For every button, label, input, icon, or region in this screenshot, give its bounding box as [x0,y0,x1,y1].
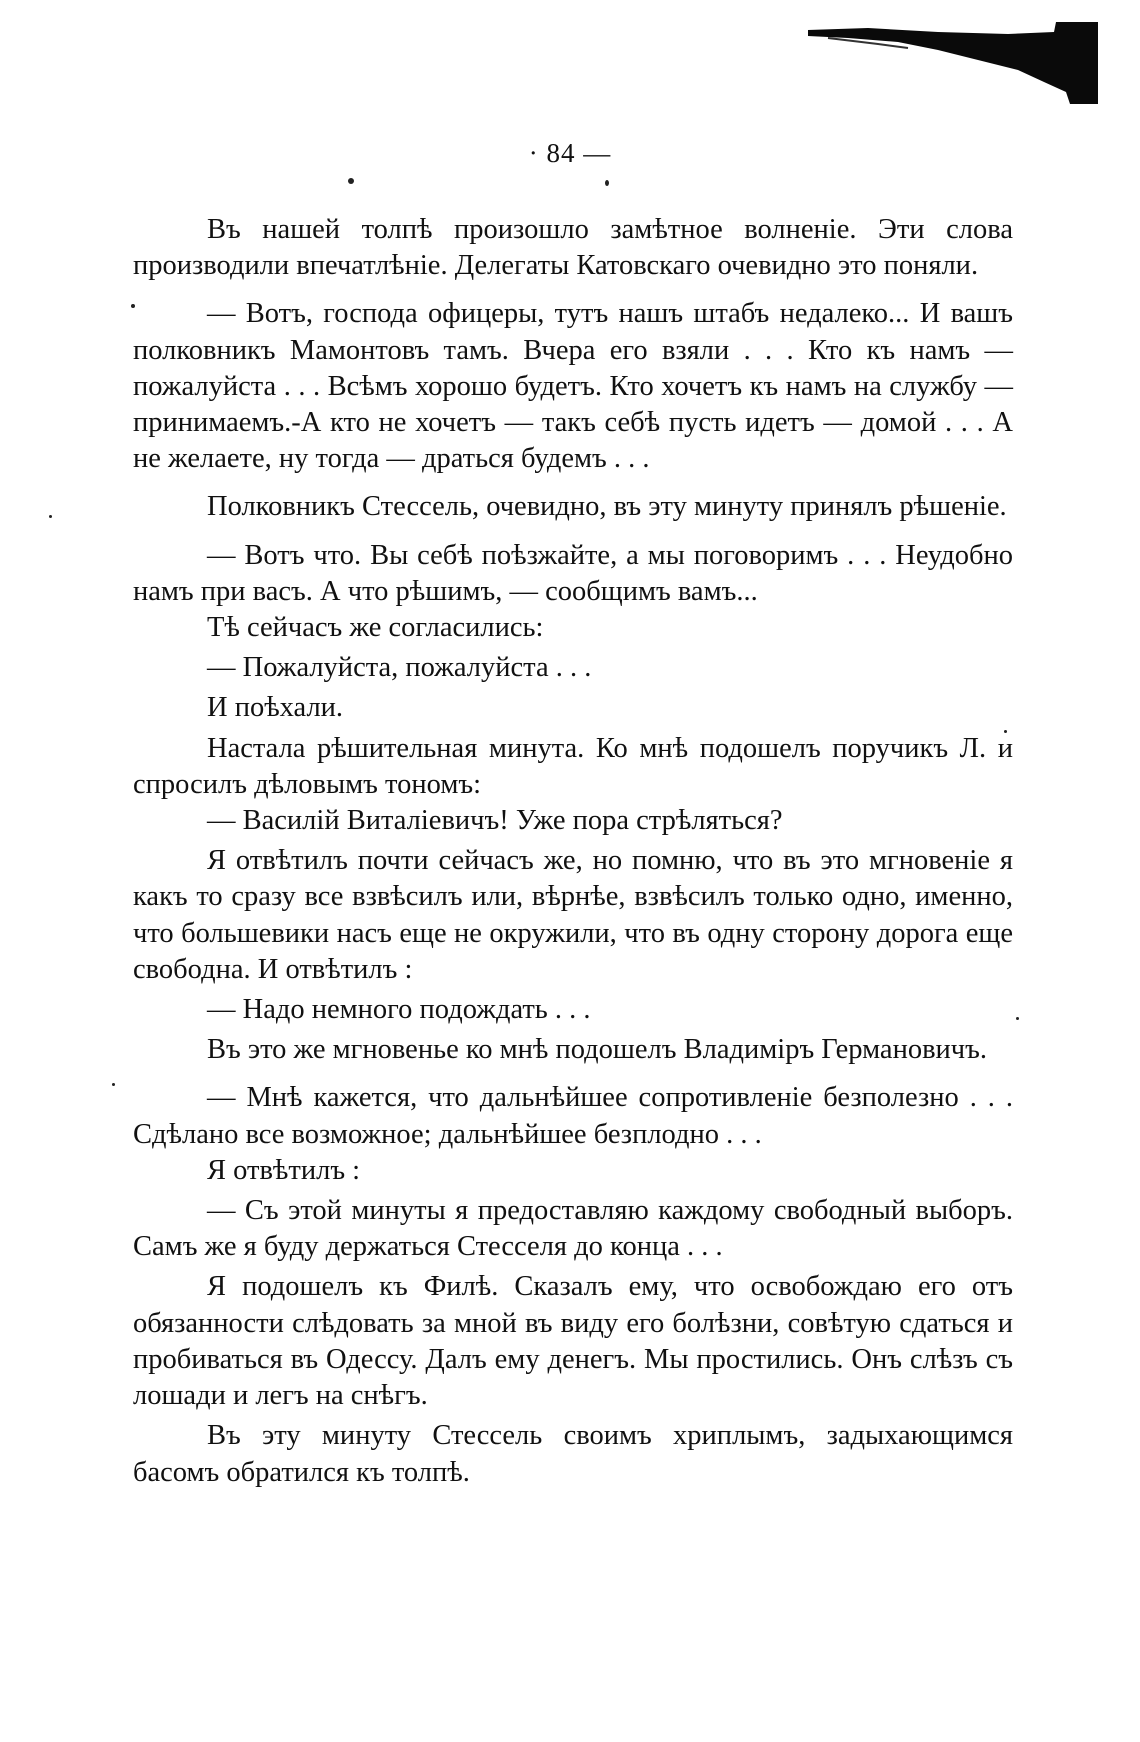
paragraph: Въ нашей толпѣ произошло замѣтное волненіе. Эти слова производили впечатлѣніе. Делегаты Катовскаго очевидно это поняли. [133,214,1013,282]
paragraph: — Мнѣ кажется, что дальнѣйшее сопротивленіе безполезно . . . Сдѣлано все возможное; дальнѣйшее безплодно . . . [133,1082,1013,1150]
paragraph: Полковникъ Стессель, очевидно, въ эту минуту принялъ рѣшеніе. [207,491,1007,523]
paragraph: Я подошелъ къ Филѣ. Сказалъ ему, что освобождаю его отъ обязанности слѣдовать за мной въ виду его болѣзни, совѣтую сдаться и пробиваться въ Одессу. Далъ ему денегъ. Мы простились. Онъ слѣзъ съ лошади и легъ на снѣгъ. [133,1271,1013,1412]
paragraph: Въ эту минуту Стессель своимъ хриплымъ, задыхающимся басомъ обратился къ толпѣ. [133,1420,1013,1488]
paragraph: Настала рѣшительная минута. Ко мнѣ подошелъ поручикъ Л. и спросилъ дѣловымъ тономъ: [133,732,1013,800]
page-number: · 84 — [528,138,612,168]
paragraph: — Съ этой минуты я предоставляю каждому свободный выборъ. Самъ же я буду держаться Стесселя до конца . . . [133,1195,1013,1263]
paragraph: Въ это же мгновенье ко мнѣ подошелъ Владиміръ Германовичъ. [207,1034,987,1066]
page-body-text [133,212,1013,1491]
paragraph: — Василій Виталіевичъ! Уже пора стрѣляться? [207,805,783,837]
paragraph: Я отвѣтилъ почти сейчасъ же, но помню, что въ это мгновеніе я какъ то сразу все взвѣсилъ или, вѣрнѣе, взвѣсилъ только одно, именно, что большевики насъ еще не окружили, что въ одну сторону дорога еще свободна. И отвѣтилъ : [133,845,1013,985]
paragraph: Я отвѣтилъ : [207,1154,361,1186]
paragraph: — Вотъ, господа офицеры, тутъ нашъ штабъ недалеко... И вашъ полковникъ Мамонтовъ тамъ. Вчера его взяли . . . Кто къ намъ — пожалуйста . . . Всѣмъ хорошо будетъ. Кто хочетъ къ намъ на службу — принимаемъ.-А кто не хочетъ — такъ себѣ пусть идетъ — домой . . . А не желаете, ну тогда — драться будемъ . . . [133,298,1013,475]
paragraph: И поѣхали. [207,692,344,724]
paragraph: — Надо немного подождать . . . [207,994,591,1026]
paragraph: — Пожалуйста, пожалуйста . . . [207,652,592,684]
paragraph: Тѣ сейчасъ же согласились: [207,612,544,644]
paragraph: — Вотъ что. Вы себѣ поѣзжайте, а мы поговоримъ . . . Неудобно намъ при васъ. А что рѣшимъ, — сообщимъ вамъ... [133,539,1013,607]
scan-corner-mark [808,22,1098,104]
